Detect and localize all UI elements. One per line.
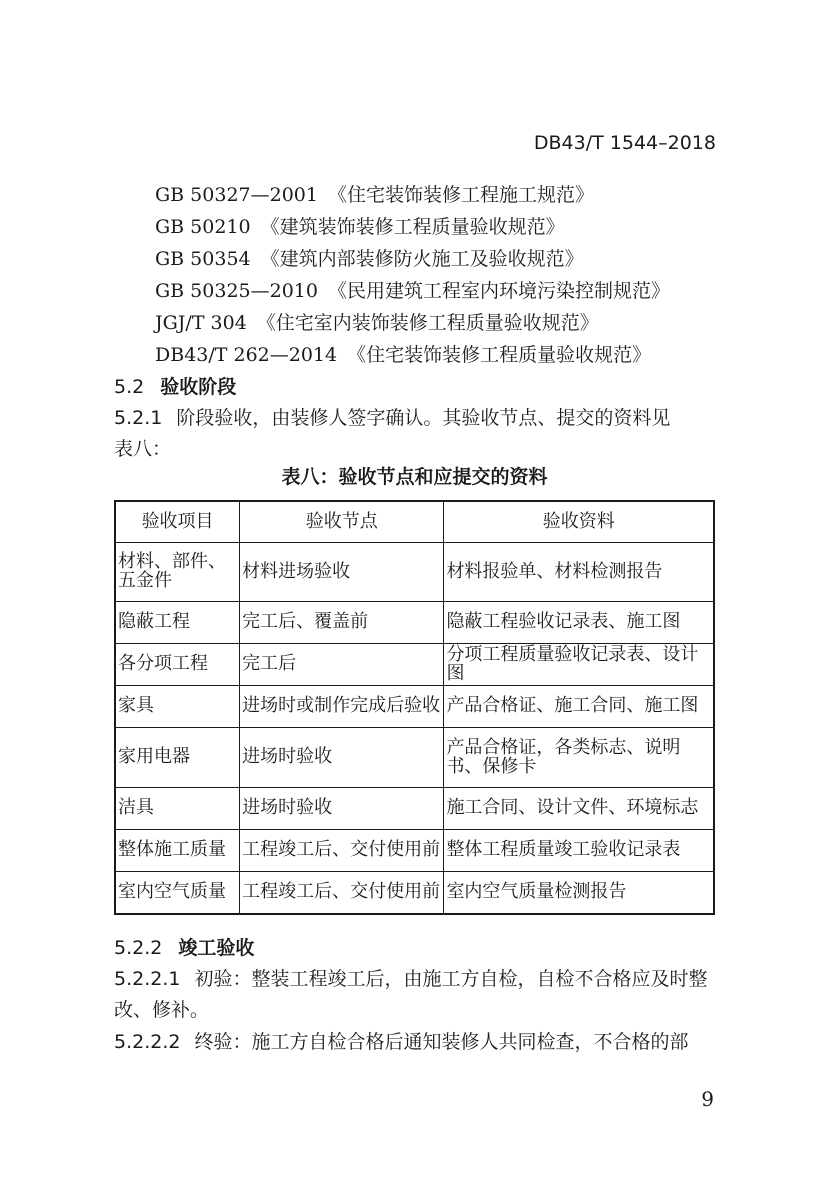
table-cell: 进场时验收 — [240, 728, 444, 788]
table-cell: 室内空气质量 — [115, 872, 240, 915]
clause-number: 5.2.1 — [114, 407, 163, 429]
table-cell: 材料报验单、材料检测报告 — [444, 543, 714, 602]
table-cell: 产品合格证、施工合同、施工图 — [444, 686, 714, 728]
reference-title: 《住宅装饰装修工程施工规范》 — [327, 184, 594, 206]
clause-text-continued: 改、修补。 — [114, 999, 210, 1021]
table-cell: 隐蔽工程验收记录表、施工图 — [444, 602, 714, 644]
table-cell: 完工后、覆盖前 — [240, 602, 444, 644]
column-header: 验收项目 — [115, 501, 240, 543]
table-caption: 表八：验收节点和应提交的资料 — [281, 466, 548, 488]
table-cell: 家用电器 — [115, 728, 240, 788]
table-row — [115, 602, 714, 644]
table-cell: 产品合格证，各类标志、说明书、保修卡 — [444, 728, 714, 788]
section-title: 验收阶段 — [160, 376, 237, 398]
reference-title: 《住宅室内装饰装修工程质量验收规范》 — [256, 312, 599, 334]
reference-item — [155, 212, 565, 239]
reference-code: GB 50327—2001 — [155, 184, 318, 206]
table-cell: 进场时或制作完成后验收 — [240, 686, 444, 728]
reference-code: JGJ/T 304 — [155, 312, 247, 334]
clause-text: 终验：施工方自检合格后通知装修人共同检查，不合格的部 — [194, 1031, 689, 1053]
table-cell: 隐蔽工程 — [115, 602, 240, 644]
clause-text-continued: 表八： — [114, 438, 172, 460]
table-row — [115, 644, 714, 686]
table-cell: 各分项工程 — [115, 644, 240, 686]
reference-code: GB 50354 — [155, 248, 251, 270]
reference-code: DB43/T 262—2014 — [155, 344, 338, 366]
section-heading-5-2 — [114, 372, 236, 399]
clause-5-2-1 — [114, 403, 670, 430]
table-row — [115, 788, 714, 830]
section-title: 竣工验收 — [178, 937, 255, 959]
table-row — [115, 830, 714, 872]
table-cell: 工程竣工后、交付使用前 — [240, 872, 444, 915]
reference-item — [155, 276, 670, 303]
clause-5-2-2-2 — [114, 1027, 689, 1054]
table-header-row — [115, 501, 714, 543]
acceptance-table — [114, 500, 715, 915]
section-number: 5.2.2 — [114, 937, 163, 959]
clause-number: 5.2.2.1 — [114, 968, 181, 990]
reference-title: 《建筑内部装修防火施工及验收规范》 — [260, 248, 584, 270]
reference-item — [155, 340, 651, 367]
table-row — [115, 686, 714, 728]
reference-code: GB 50325—2010 — [155, 280, 318, 302]
table-cell: 分项工程质量验收记录表、设计图 — [444, 644, 714, 686]
table-cell: 施工合同、设计文件、环境标志 — [444, 788, 714, 830]
reference-item — [155, 308, 599, 335]
clause-text: 初验：整装工程竣工后，由施工方自检，自检不合格应及时整 — [194, 968, 708, 990]
reference-title: 《民用建筑工程室内环境污染控制规范》 — [327, 280, 670, 302]
table-cell: 进场时验收 — [240, 788, 444, 830]
column-header: 验收资料 — [444, 501, 714, 543]
table-cell: 工程竣工后、交付使用前 — [240, 830, 444, 872]
reference-title: 《住宅装饰装修工程质量验收规范》 — [347, 344, 652, 366]
table-cell: 完工后 — [240, 644, 444, 686]
table-row — [115, 872, 714, 915]
document-code: DB43/T 1544–2018 — [533, 132, 716, 154]
reference-item — [155, 180, 594, 207]
table-cell: 材料、部件、五金件 — [115, 543, 240, 602]
section-number: 5.2 — [114, 376, 145, 398]
table-row — [115, 728, 714, 788]
page-number: 9 — [701, 1087, 714, 1111]
table-cell: 整体施工质量 — [115, 830, 240, 872]
clause-text: 阶段验收，由装修人签字确认。其验收节点、提交的资料见 — [176, 407, 671, 429]
column-header: 验收节点 — [240, 501, 444, 543]
table-cell: 材料进场验收 — [240, 543, 444, 602]
section-heading-5-2-2 — [114, 933, 254, 960]
reference-item — [155, 244, 584, 271]
clause-number: 5.2.2.2 — [114, 1031, 181, 1053]
clause-5-2-2-1 — [114, 964, 708, 991]
table-cell: 整体工程质量竣工验收记录表 — [444, 830, 714, 872]
table-cell: 家具 — [115, 686, 240, 728]
reference-code: GB 50210 — [155, 216, 251, 238]
table-cell: 洁具 — [115, 788, 240, 830]
reference-title: 《建筑装饰装修工程质量验收规范》 — [260, 216, 565, 238]
table-row — [115, 543, 714, 602]
table-cell: 室内空气质量检测报告 — [444, 872, 714, 915]
